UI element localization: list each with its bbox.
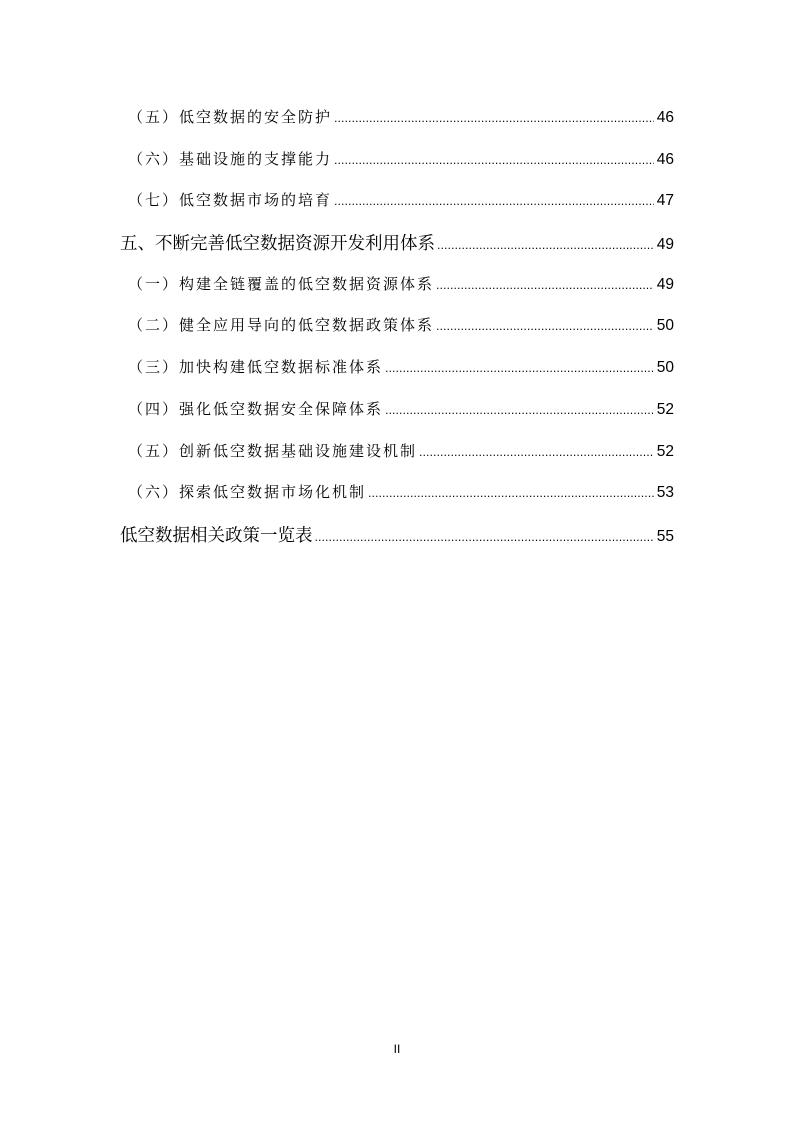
toc-entry-label: （五）低空数据的安全防护: [128, 108, 333, 126]
toc-leader-dots: [436, 279, 654, 292]
toc-entry-label: （一）构建全链覆盖的低空数据资源体系: [128, 275, 435, 293]
toc-entry[interactable]: [128, 356, 674, 377]
toc-entry-page: 55: [656, 528, 674, 545]
toc-leader-dots: [385, 362, 654, 375]
toc-entry[interactable]: [128, 106, 674, 127]
toc-entry-label: （六）探索低空数据市场化机制: [128, 483, 367, 501]
toc-entry-page: 49: [656, 236, 674, 253]
toc-entry-page: 49: [656, 276, 674, 293]
toc-entry-chapter[interactable]: [120, 230, 674, 255]
toc-entry[interactable]: [128, 273, 674, 294]
toc-entry-page: 53: [656, 484, 674, 501]
toc-entry[interactable]: [128, 189, 674, 210]
toc-entry-page: 52: [656, 401, 674, 418]
toc-entry-chapter[interactable]: [120, 522, 674, 547]
toc-leader-dots: [334, 112, 654, 125]
toc-entry-label: 五、不断完善低空数据资源开发利用体系: [120, 234, 435, 254]
toc-leader-dots: [437, 239, 654, 252]
toc-entry-label: （四）强化低空数据安全保障体系: [128, 400, 384, 418]
page-number: II: [393, 1042, 401, 1056]
toc-leader-dots: [385, 404, 654, 417]
toc-entry-label: （七）低空数据市场的培育: [128, 191, 333, 209]
toc-entry[interactable]: [128, 148, 674, 169]
toc-entry-label: （五）创新低空数据基础设施建设机制: [128, 442, 418, 460]
toc-entry-label: 低空数据相关政策一览表: [120, 526, 313, 546]
toc-entry-page: 46: [656, 151, 674, 168]
toc-entry-label: （二）健全应用导向的低空数据政策体系: [128, 316, 435, 334]
toc-entry[interactable]: [128, 440, 674, 461]
toc-leader-dots: [368, 487, 654, 500]
toc-leader-dots: [334, 154, 654, 167]
toc-entry-page: 50: [656, 359, 674, 376]
toc-entry-label: （六）基础设施的支撑能力: [128, 150, 333, 168]
toc-entry-page: 52: [656, 443, 674, 460]
toc-entry-page: 47: [656, 192, 674, 209]
toc-entry[interactable]: [128, 481, 674, 502]
toc-entry[interactable]: [128, 398, 674, 419]
toc-entry-label: （三）加快构建低空数据标准体系: [128, 358, 384, 376]
toc-leader-dots: [436, 320, 654, 333]
toc-entry-page: 46: [656, 109, 674, 126]
toc-leader-dots: [334, 195, 654, 208]
toc-entry[interactable]: [128, 314, 674, 335]
toc-entry-page: 50: [656, 317, 674, 334]
toc-leader-dots: [419, 446, 654, 459]
toc-leader-dots: [315, 531, 654, 544]
